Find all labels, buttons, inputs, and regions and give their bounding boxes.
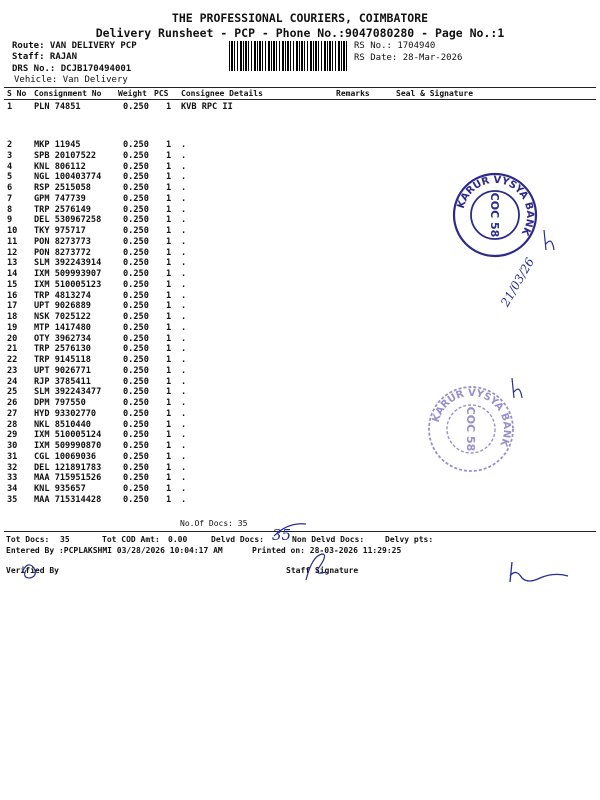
row-sno: 10 xyxy=(7,226,18,236)
row-pcs: 1 xyxy=(166,355,172,365)
row-consignee-details: . xyxy=(181,279,187,290)
row-consignment-no: NKL 8510440 xyxy=(34,419,91,430)
row-pcs: 1 xyxy=(166,408,172,419)
row-pcs: 1 xyxy=(166,269,172,279)
row-consignment-no: MAA 715314428 xyxy=(34,494,102,505)
row-consignee-details: . xyxy=(181,441,187,451)
row-consignee-details: . xyxy=(181,247,187,258)
row-weight: 0.250 xyxy=(123,473,149,484)
row-sno: 5 xyxy=(7,172,13,183)
row-consignee-details: . xyxy=(181,494,187,505)
row-pcs: 1 xyxy=(166,494,172,505)
row-consignee-details: . xyxy=(181,398,187,408)
table-row xyxy=(0,334,600,344)
row-weight: 0.250 xyxy=(123,494,149,505)
row-weight: 0.250 xyxy=(123,333,149,344)
table-row xyxy=(0,484,600,494)
row-weight: 0.250 xyxy=(123,387,149,398)
stamp-faint-bank-name: KARUR VYSYA BANK xyxy=(430,387,513,448)
row-weight: 0.250 xyxy=(123,183,149,193)
row-consignee-details: . xyxy=(181,333,187,344)
row-consignee-details: . xyxy=(181,236,187,247)
stamp-bank-name: KARUR VYSYA BANK xyxy=(455,174,536,238)
table-row xyxy=(0,344,600,354)
row-consignment-no: MTP 1417480 xyxy=(34,322,91,333)
row-consignment-no: UPT 9026771 xyxy=(34,365,91,376)
row-weight: 0.250 xyxy=(123,204,149,215)
table-row xyxy=(0,140,600,150)
col-remarks: Remarks xyxy=(336,89,370,98)
rs-date: RS Date: 28-Mar-2026 xyxy=(354,53,463,63)
row-consignee-details: . xyxy=(181,269,187,279)
row-sno: 9 xyxy=(7,215,13,226)
signature-mark-2 xyxy=(508,376,528,402)
tot-cod-label: Tot COD Amt: xyxy=(102,535,160,544)
row-pcs: 1 xyxy=(166,312,172,322)
row-weight: 0.250 xyxy=(123,430,149,441)
row-consignee-details: KVB RPC II xyxy=(181,102,233,112)
row-consignee-details: . xyxy=(181,226,187,236)
row-pcs: 1 xyxy=(166,451,172,462)
table-row xyxy=(0,162,600,172)
row-sno: 22 xyxy=(7,355,18,365)
row-weight: 0.250 xyxy=(123,279,149,290)
signature-mark-1 xyxy=(540,228,560,254)
table-row xyxy=(0,323,600,333)
row-consignee-details: . xyxy=(181,172,187,183)
row-sno: 24 xyxy=(7,376,18,387)
row-sno: 8 xyxy=(7,204,13,215)
row-consignment-no: SPB 20107522 xyxy=(34,150,97,161)
row-sno: 14 xyxy=(7,269,18,279)
row-consignment-no: DPM 797550 xyxy=(34,398,86,408)
col-weight: Weight xyxy=(118,89,147,98)
tot-cod-value: 0.00 xyxy=(168,535,188,544)
row-pcs: 1 xyxy=(166,172,172,183)
row-consignee-details: . xyxy=(181,430,187,441)
row-sno: 26 xyxy=(7,398,18,408)
row-consignment-no: DEL 121891783 xyxy=(34,462,102,473)
row-consignment-no: PLN 74851 xyxy=(34,102,81,112)
row-pcs: 1 xyxy=(166,140,172,150)
row-pcs: 1 xyxy=(166,161,172,172)
row-weight: 0.250 xyxy=(123,301,149,312)
row-consignment-no: HYD 93302770 xyxy=(34,408,97,419)
row-pcs: 1 xyxy=(166,322,172,333)
staff-label: Staff: RAJAN xyxy=(12,52,78,62)
verified-by-label: Verified By xyxy=(6,566,59,575)
row-sno: 28 xyxy=(7,419,18,430)
row-weight: 0.250 xyxy=(123,247,149,258)
handwritten-date-note: 21/03/26 xyxy=(498,255,538,309)
non-delvd-docs-label: Non Delvd Docs: xyxy=(292,535,365,544)
row-weight: 0.250 xyxy=(123,355,149,365)
bank-seal-stamp-faint xyxy=(426,384,516,474)
row-consignee-details: . xyxy=(181,301,187,312)
row-consignee-details: . xyxy=(181,451,187,462)
row-consignment-no: IXM 510005124 xyxy=(34,430,102,441)
row-sno: 19 xyxy=(7,322,18,333)
row-weight: 0.250 xyxy=(123,312,149,322)
row-weight: 0.250 xyxy=(123,172,149,183)
row-weight: 0.250 xyxy=(123,344,149,355)
row-consignment-no: DEL 530967258 xyxy=(34,215,102,226)
row-sno: 12 xyxy=(7,247,18,258)
row-sno: 30 xyxy=(7,441,18,451)
row-consignee-details: . xyxy=(181,193,187,204)
row-sno: 34 xyxy=(7,484,18,494)
row-pcs: 1 xyxy=(166,193,172,204)
row-weight: 0.250 xyxy=(123,441,149,451)
row-weight: 0.250 xyxy=(123,322,149,333)
col-consignee-details: Consignee Details xyxy=(181,89,263,98)
row-weight: 0.250 xyxy=(123,376,149,387)
row-weight: 0.250 xyxy=(123,236,149,247)
row-consignment-no: IXM 509993907 xyxy=(34,269,102,279)
row-pcs: 1 xyxy=(166,387,172,398)
row-sno: 15 xyxy=(7,279,18,290)
row-consignee-details: . xyxy=(181,140,187,150)
row-pcs: 1 xyxy=(166,430,172,441)
row-pcs: 1 xyxy=(166,365,172,376)
row-consignee-details: . xyxy=(181,462,187,473)
row-pcs: 1 xyxy=(166,102,172,112)
table-row xyxy=(0,355,600,365)
row-consignment-no: SLM 392243477 xyxy=(34,387,102,398)
row-weight: 0.250 xyxy=(123,408,149,419)
no-of-docs: No.Of Docs: 35 xyxy=(180,519,248,528)
header-bottom-rule xyxy=(4,99,596,100)
row-consignee-details: . xyxy=(181,312,187,322)
receiver-signature xyxy=(506,558,572,588)
col-consignment: Consignment No xyxy=(34,89,102,98)
row-weight: 0.250 xyxy=(123,451,149,462)
row-sno: 3 xyxy=(7,150,13,161)
row-consignment-no: TRP 2576149 xyxy=(34,204,91,215)
row-sno: 2 xyxy=(7,140,13,150)
row-consignment-no: RJP 3785411 xyxy=(34,376,91,387)
row-pcs: 1 xyxy=(166,279,172,290)
row-pcs: 1 xyxy=(166,462,172,473)
row-weight: 0.250 xyxy=(123,398,149,408)
row-consignee-details: . xyxy=(181,408,187,419)
row-consignment-no: KNL 935657 xyxy=(34,484,86,494)
row-consignee-details: . xyxy=(181,484,187,494)
delvd-docs-label: Delvd Docs: xyxy=(211,535,264,544)
row-consignee-details: . xyxy=(181,365,187,376)
tot-docs-value: 35 xyxy=(60,535,70,544)
table-row xyxy=(0,312,600,322)
row-pcs: 1 xyxy=(166,236,172,247)
row-pcs: 1 xyxy=(166,333,172,344)
runsheet-title: Delivery Runsheet - PCP - Phone No.:9047080280 - Page No.:1 xyxy=(95,26,505,40)
row-weight: 0.250 xyxy=(123,226,149,236)
row-weight: 0.250 xyxy=(123,140,149,150)
row-sno: 7 xyxy=(7,193,13,204)
row-pcs: 1 xyxy=(166,258,172,269)
row-consignment-no: OTY 3962734 xyxy=(34,333,91,344)
row-pcs: 1 xyxy=(166,376,172,387)
delivered-count-stroke xyxy=(270,520,310,550)
row-sno: 35 xyxy=(7,494,18,505)
tot-docs-label: Tot Docs: xyxy=(6,535,50,544)
row-pcs: 1 xyxy=(166,215,172,226)
row-sno: 32 xyxy=(7,462,18,473)
row-weight: 0.250 xyxy=(123,484,149,494)
row-pcs: 1 xyxy=(166,301,172,312)
row-consignment-no: TRP 9145118 xyxy=(34,355,91,365)
row-consignment-no: SLM 392243914 xyxy=(34,258,102,269)
row-consignee-details: . xyxy=(181,322,187,333)
row-weight: 0.250 xyxy=(123,150,149,161)
table-row xyxy=(0,269,600,279)
row-sno: 31 xyxy=(7,451,18,462)
handwritten-delivered-count: 35 xyxy=(272,526,292,544)
col-pcs: PCS xyxy=(154,89,169,98)
row-consignee-details: . xyxy=(181,215,187,226)
row-consignment-no: NSK 7025122 xyxy=(34,312,91,322)
row-weight: 0.250 xyxy=(123,419,149,430)
row-consignment-no: PON 8273773 xyxy=(34,236,91,247)
row-pcs: 1 xyxy=(166,473,172,484)
delvy-pts-label: Delvy pts: xyxy=(385,535,434,544)
row-weight: 0.250 xyxy=(123,365,149,376)
row-sno: 21 xyxy=(7,344,18,355)
company-name: THE PROFESSIONAL COURIERS, COIMBATORE xyxy=(171,11,429,25)
col-seal-signature: Seal & Signature xyxy=(396,89,474,98)
header-top-rule xyxy=(4,87,596,88)
drs-number: DRS No.: DCJB170494001 xyxy=(12,64,132,74)
col-sno: S No xyxy=(7,89,27,98)
row-sno: 16 xyxy=(7,290,18,301)
row-consignee-details: . xyxy=(181,258,187,269)
row-pcs: 1 xyxy=(166,441,172,451)
printed-on: Printed on: 28-03-2026 11:29:25 xyxy=(252,546,402,555)
table-row xyxy=(0,102,600,112)
row-consignment-no: IXM 510005123 xyxy=(34,279,102,290)
row-pcs: 1 xyxy=(166,484,172,494)
row-consignee-details: . xyxy=(181,355,187,365)
row-pcs: 1 xyxy=(166,226,172,236)
row-sno: 11 xyxy=(7,236,18,247)
row-consignee-details: . xyxy=(181,344,187,355)
row-sno: 13 xyxy=(7,258,18,269)
vehicle-label: Vehicle: Van Delivery xyxy=(14,75,128,85)
row-sno: 29 xyxy=(7,430,18,441)
entered-by: Entered By :PCPLAKSHMI 03/28/2026 10:04:17 AM xyxy=(6,546,223,555)
row-sno: 23 xyxy=(7,365,18,376)
row-weight: 0.250 xyxy=(123,462,149,473)
row-sno: 4 xyxy=(7,161,13,172)
row-consignment-no: NGL 100403774 xyxy=(34,172,102,183)
row-sno: 6 xyxy=(7,183,13,193)
barcode xyxy=(229,41,349,71)
row-weight: 0.250 xyxy=(123,215,149,226)
row-consignment-no: PON 8273772 xyxy=(34,247,91,258)
staff-signature-label: Staff Signature xyxy=(286,566,359,575)
row-pcs: 1 xyxy=(166,247,172,258)
row-consignment-no: UPT 9026889 xyxy=(34,301,91,312)
row-consignee-details: . xyxy=(181,161,187,172)
row-consignee-details: . xyxy=(181,150,187,161)
rs-number: RS No.: 1704940 xyxy=(354,41,436,51)
row-pcs: 1 xyxy=(166,290,172,301)
route-label: Route: VAN DELIVERY PCP xyxy=(12,41,137,51)
table-row xyxy=(0,495,600,505)
row-weight: 0.250 xyxy=(123,161,149,172)
row-weight: 0.250 xyxy=(123,269,149,279)
row-consignee-details: . xyxy=(181,419,187,430)
table-row xyxy=(0,258,600,268)
row-consignment-no: MAA 715951526 xyxy=(34,473,102,484)
row-weight: 0.250 xyxy=(123,102,149,112)
row-sno: 27 xyxy=(7,408,18,419)
row-pcs: 1 xyxy=(166,150,172,161)
row-weight: 0.250 xyxy=(123,193,149,204)
row-consignment-no: MKP 11945 xyxy=(34,140,81,150)
row-consignment-no: TRP 2576130 xyxy=(34,344,91,355)
row-consignment-no: CGL 10069036 xyxy=(34,451,97,462)
staff-signature-scribble xyxy=(298,550,342,584)
row-consignment-no: GPM 747739 xyxy=(34,193,86,204)
table-row xyxy=(0,151,600,161)
row-sno: 17 xyxy=(7,301,18,312)
row-weight: 0.250 xyxy=(123,258,149,269)
row-consignment-no: RSP 2515058 xyxy=(34,183,91,193)
stamp-center-text: COC 58 xyxy=(488,192,501,238)
row-sno: 1 xyxy=(7,102,13,112)
table-row xyxy=(0,366,600,376)
row-pcs: 1 xyxy=(166,344,172,355)
row-sno: 33 xyxy=(7,473,18,484)
row-consignee-details: . xyxy=(181,376,187,387)
row-consignment-no: TRP 4813274 xyxy=(34,290,91,301)
row-consignee-details: . xyxy=(181,473,187,484)
row-consignee-details: . xyxy=(181,204,187,215)
row-consignment-no: TKY 975717 xyxy=(34,226,86,236)
bank-seal-stamp xyxy=(452,172,538,258)
row-pcs: 1 xyxy=(166,183,172,193)
row-sno: 18 xyxy=(7,312,18,322)
table-row xyxy=(0,473,600,483)
row-consignment-no: IXM 509990870 xyxy=(34,441,102,451)
stamp-faint-center-text: COC 58 xyxy=(464,406,477,452)
verifier-signature xyxy=(16,558,56,582)
row-pcs: 1 xyxy=(166,398,172,408)
row-consignee-details: . xyxy=(181,290,187,301)
row-consignment-no: KNL 806112 xyxy=(34,161,86,172)
row-consignee-details: . xyxy=(181,387,187,398)
row-sno: 25 xyxy=(7,387,18,398)
row-consignee-details: . xyxy=(181,183,187,193)
row-pcs: 1 xyxy=(166,419,172,430)
row-weight: 0.250 xyxy=(123,290,149,301)
row-pcs: 1 xyxy=(166,204,172,215)
row-sno: 20 xyxy=(7,333,18,344)
